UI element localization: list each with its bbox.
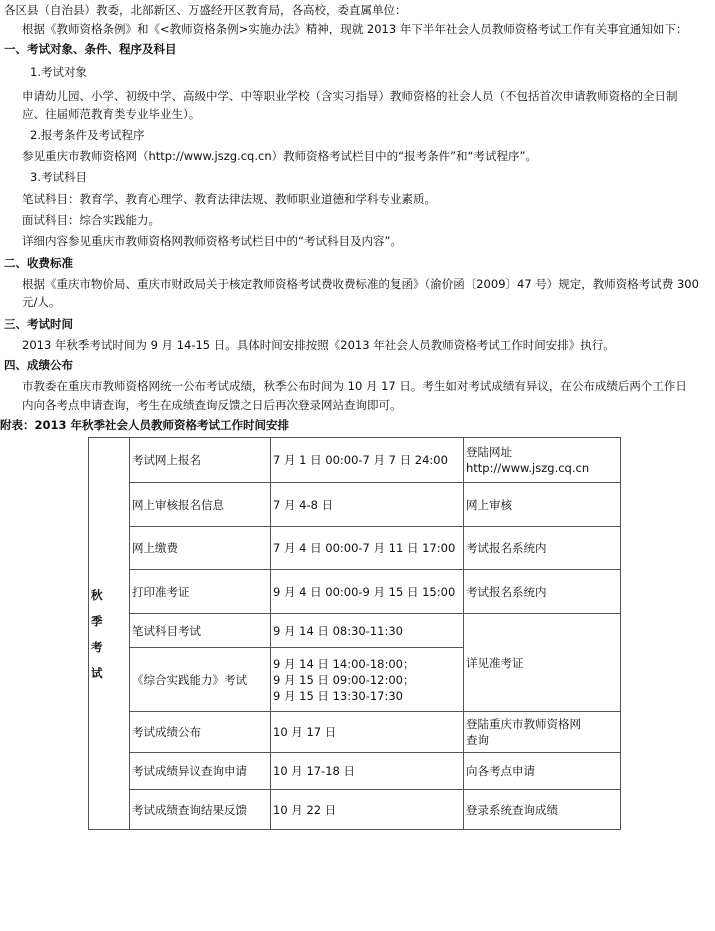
jszg-website-link[interactable]: http://www.jszg.cq.cn [148,149,272,163]
s1-2-text [22,148,537,164]
item-cell: 打印准考证 [130,570,271,614]
note-cell: 详见准考证 [464,614,621,712]
s1-2-post: ）教师资格考试栏目中的“报考条件”和“考试程序”。 [271,149,537,163]
section-4-title: 四、成绩公布 [4,358,73,372]
s1-2-pre: 参见重庆市教师资格网（ [22,149,149,163]
s1-2-title: 2.报考条件及考试程序 [30,128,145,142]
note-cell: 登陆网址 http://www.jszg.cq.cn [464,438,621,483]
appendix-title: 附表：2013 年秋季社会人员教师资格考试工作时间安排 [0,418,290,432]
table-row [89,753,621,790]
time-cell: 7 月 1 日 00:00-7 月 7 日 24:00 [271,438,464,483]
section-3-title: 三、考试时间 [4,317,73,331]
time-cell: 9 月 14 日 08:30-11:30 [271,614,464,648]
item-cell: 笔试科目考试 [130,614,271,648]
s1-3-title: 3.考试科目 [30,170,87,184]
s4-text-line2: 内向各考点申请查询，考生在成绩查询反馈之日后再次登录网站查询即可。 [22,398,402,412]
s1-1-text-line1: 申请幼儿园、小学、初级中学、高级中学、中等职业学校（含实习指导）教师资格的社会人员（不包括首次申请教师资格的全日制 [22,89,678,103]
note-cell: 登录系统查询成绩 [464,790,621,830]
section-1-title: 一、考试对象、条件、程序及科目 [4,42,177,56]
season-label: 秋 季 考 试 [89,438,130,830]
table-row [89,570,621,614]
time-cell: 9 月 14 日 14:00-18:00； 9 月 15 日 09:00-12:00； 9 月 15 日 13:30-17:30 [271,648,464,712]
note-cell: 登陆重庆市教师资格网 查询 [464,712,621,753]
intro-paragraph: 根据《教师资格条例》和《<教师资格条例>实施办法》精神，现就 2013 年下半年社会人员教师资格考试工作有关事宜通知如下： [22,22,688,36]
time-cell: 10 月 17 日 [271,712,464,753]
time-cell: 7 月 4 日 00:00-7 月 11 日 17:00 [271,527,464,570]
addressee: 各区县（自治县）教委，北部新区、万盛经开区教育局，各高校，委直属单位： [4,3,407,17]
table-row [89,712,621,753]
item-cell: 考试成绩公布 [130,712,271,753]
table-row [89,790,621,830]
s1-3-interview: 面试科目：综合实践能力。 [22,213,160,227]
item-cell: 考试成绩查询结果反馈 [130,790,271,830]
item-cell: 考试成绩异议查询申请 [130,753,271,790]
schedule-table [88,437,621,830]
note-cell: 考试报名系统内 [464,570,621,614]
time-cell: 10 月 22 日 [271,790,464,830]
time-cell: 9 月 4 日 00:00-9 月 15 日 15:00 [271,570,464,614]
item-cell: 网上审核报名信息 [130,483,271,527]
note-cell: 考试报名系统内 [464,527,621,570]
s2-text-line1: 根据《重庆市物价局、重庆市财政局关于核定教师资格考试费收费标准的复函》（渝价函〔2009〕47 号）规定，教师资格考试费 300 [22,277,699,291]
table-row [89,438,621,483]
note-cell: 网上审核 [464,483,621,527]
s3-text: 2013 年秋季考试时间为 9 月 14-15 日。具体时间安排按照《2013 年社会人员教师资格考试工作时间安排》执行。 [22,338,615,352]
item-cell: 《综合实践能力》考试 [130,648,271,712]
time-cell: 7 月 4-8 日 [271,483,464,527]
section-2-title: 二、收费标准 [4,256,73,270]
note-cell: 向各考点申请 [464,753,621,790]
s1-1-title: 1.考试对象 [30,65,87,79]
s2-text-line2: 元/人。 [22,295,61,309]
jszg-url[interactable]: http://www.jszg.cq.cn [466,461,590,475]
table-row [89,527,621,570]
s1-3-details: 详细内容参见重庆市教师资格网教师资格考试栏目中的“考试科目及内容”。 [22,234,402,248]
table-row [89,614,621,648]
table-row [89,483,621,527]
item-cell: 考试网上报名 [130,438,271,483]
s1-1-text-line2: 应、往届师范教育类专业毕业生）。 [22,107,201,121]
item-cell: 网上缴费 [130,527,271,570]
s4-text-line1: 市教委在重庆市教师资格网统一公布考试成绩，秋季公布时间为 10 月 17 日。考生如对考试成绩有异议，在公布成绩后两个工作日 [22,379,687,393]
time-cell: 10 月 17-18 日 [271,753,464,790]
s1-3-written: 笔试科目：教育学、教育心理学、教育法律法规、教师职业道德和学科专业素质。 [22,192,436,206]
